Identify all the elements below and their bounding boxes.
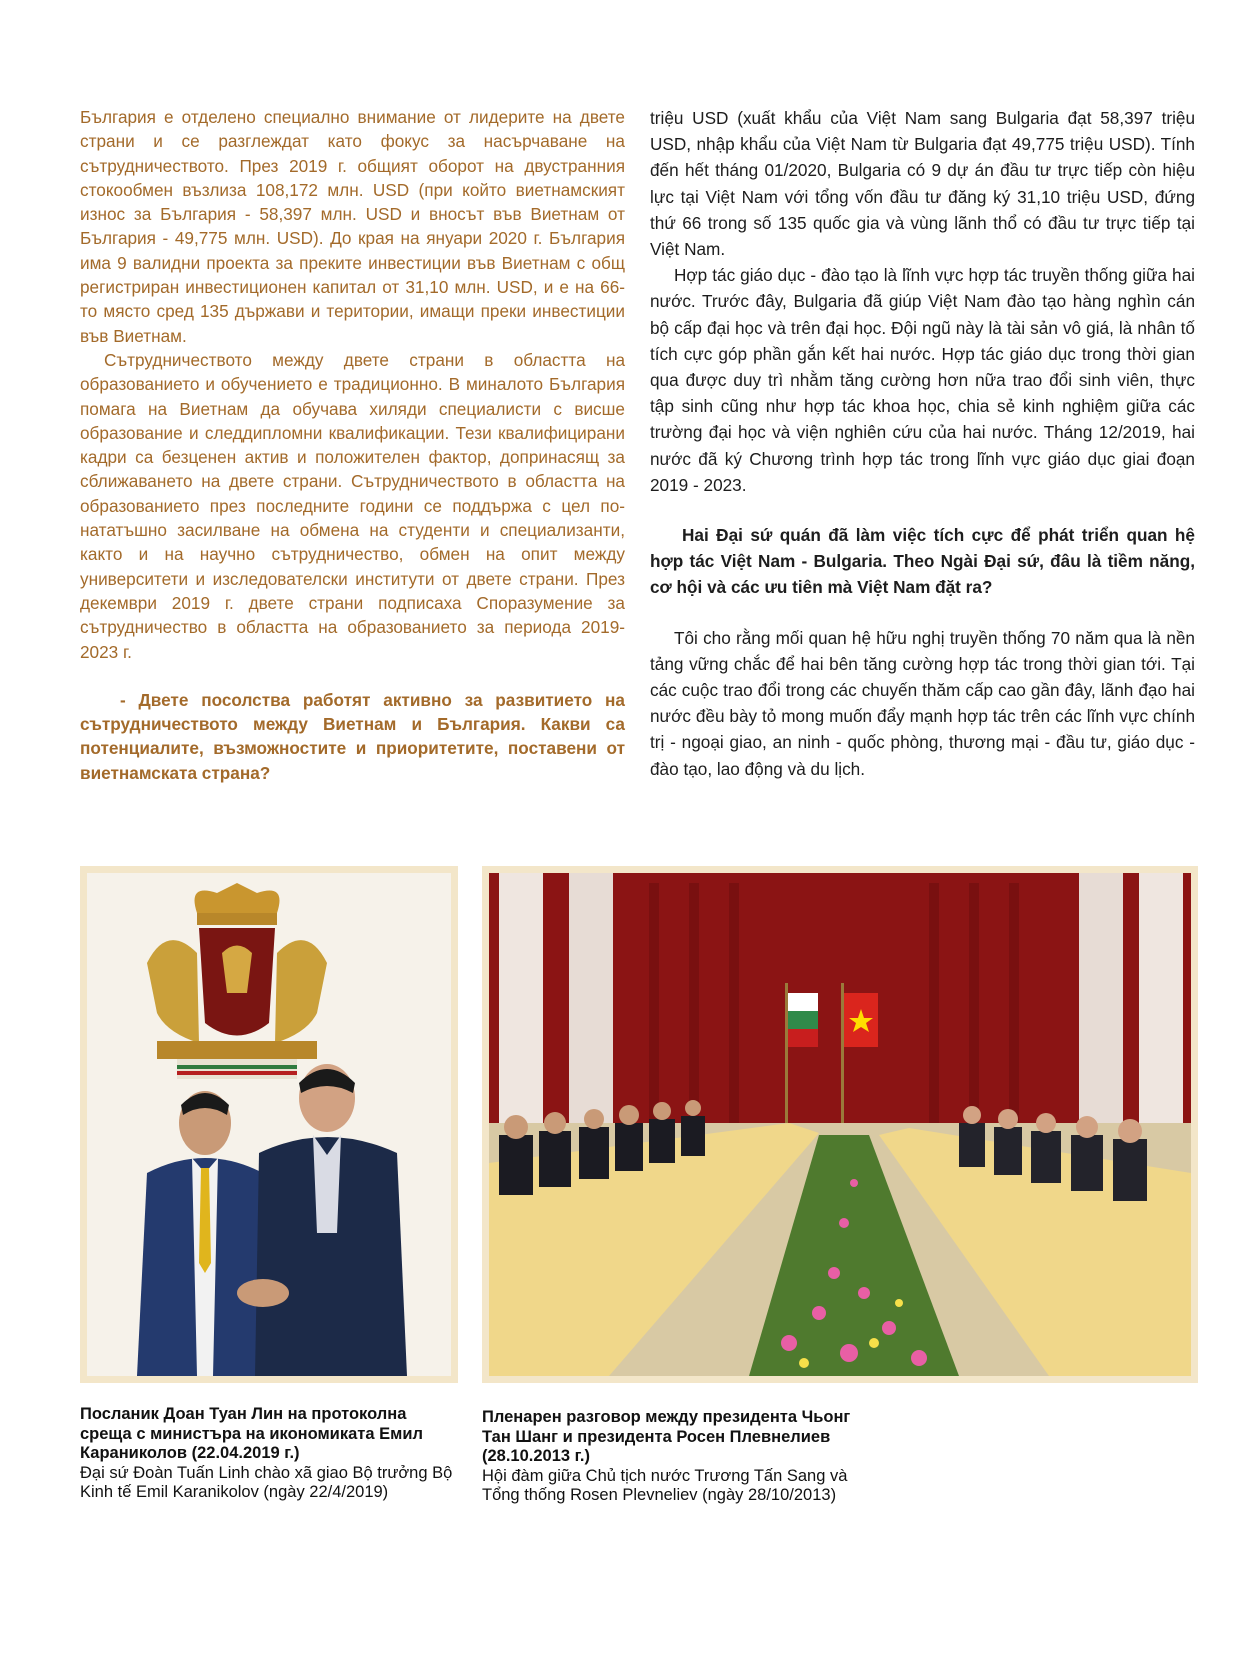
photo2-caption-bulgarian: Пленарен разговор между президента Чьонг Тан Шанг и президента Росен Плевнелиев (28.10.2013 г.)	[482, 1408, 851, 1465]
photo1-caption	[80, 1405, 460, 1503]
vn-paragraph-trade: triệu USD (xuất khẩu của Việt Nam sang Bulgaria đạt 58,397 triệu USD, nhập khẩu của Việt Nam từ Bulgaria đạt 49,775 triệu USD). Tính đến hết tháng 01/2020, Bulgaria có 9 dự án đầu tư trực tiếp còn hiệu lực tại Việt Nam với tổng vốn đầu tư đăng ký 31,10 triệu USD, đứng thứ 66 trong số 135 quốc gia và vùng lãnh thổ có đầu tư trực tiếp tại Việt Nam.	[650, 108, 1195, 260]
photo2-caption-vietnamese: Hội đàm giữa Chủ tịch nước Trương Tấn Sang và Tổng thống Rosen Plevneliev (ngày 28/10/2013)	[482, 1466, 848, 1504]
bg-paragraph-trade: България е отделено специално внимание от лидерите на двете страни и се разглеждат като фокус за насърчаване на сътрудничеството. През 2019 г. общият оборот на двустранния стокообмен възлиза 108,172 млн. USD (при който виетнамският износ за България - 58,397 млн. USD и вносът във Виетнам от България - 49,775 млн. USD). До края на януари 2020 г. България има 9 валидни проекта за преките инвестиции във Виетнам с общ регистриран инвестиционен капитал от 31,10 млн. USD, и е на 66-то място сред 135 държави и територии, имащи преки инвестиции във Виетнам.	[80, 107, 625, 346]
vietnamese-text-column	[650, 105, 1195, 782]
pillar-left-1	[499, 873, 543, 1133]
photo2-caption	[482, 1408, 882, 1506]
bg-paragraph-education: Сътрудничеството между двете страни в областта на образованието и обучението е традиционно. В миналото България помага на Виетнам да обучава хиляди специалисти с висше образование и следдипломни квалификации. Тези квалифицирани кадри са безценен актив и положителен фактор, допринасящ за сближаването на двете страни. Сътрудничеството в областта на образованието през последните години се поддържа с цел по-нататъшно засилване на обмена на студенти и специализанти, както и на научно сътрудничество, обмен на опит между университети и изследователски институти от двете страни. През декември 2019 г. двете страни подписаха Споразумение за сътрудничество в областта на образованието за периода 2019-2023 г.	[80, 349, 625, 662]
photo1-caption-bulgarian: Посланик Доан Туан Лин на протоколна среща с министъра на икономиката Емил Караниколов (22.04.2019 г.)	[80, 1405, 423, 1462]
plenary-talks-photo	[482, 866, 1198, 1383]
vn-paragraph-education: Hợp tác giáo dục - đào tạo là lĩnh vực hợp tác truyền thống giữa hai nước. Trước đây, Bulgaria đã giúp Việt Nam đào tạo hàng nghìn cán bộ cấp đại học và trên đại học. Đội ngũ này là tài sản vô giá, là nhân tố tích cực góp phần gắn kết hai nước. Hợp tác giáo dục trong thời gian qua được duy trì nhằm tăng cường hơn nữa trao đổi sinh viên, thực tập sinh cũng như hợp tác khoa học, chia sẻ kinh nghiệm giữa các trường đại học và viện nghiên cứu của hai nước. Tháng 12/2019, hai nước đã ký Chương trình hợp tác trong lĩnh vực giáo dục giai đoạn 2019 - 2023.	[650, 265, 1195, 495]
pillar-left-2	[569, 873, 613, 1133]
vn-paragraph-answer: Tôi cho rằng mối quan hệ hữu nghị truyền thống 70 năm qua là nền tảng vững chắc để hai bên tăng cường hợp tác trong thời gian tới. Tại các cuộc trao đổi trong các chuyến thăm cấp cao gần đây, lãnh đạo hai nước đều bày tỏ mong muốn đẩy mạnh hợp tác trên các lĩnh vực chính trị - ngoại giao, an ninh - quốc phòng, thương mại - đầu tư, giáo dục - đào tạo, lao động và du lịch.	[650, 627, 1195, 779]
bg-interview-question: - Двете посолства работят активно за развитието на сътрудничеството между Виетнам и България. Какви са потенциалите, възможностите и приоритетите, поставени от виетнамската страна?	[80, 689, 625, 783]
bulgarian-text-column	[80, 105, 625, 785]
handshake-photo	[80, 866, 458, 1383]
vn-interview-question: Hai Đại sứ quán đã làm việc tích cực để phát triển quan hệ hợp tác Việt Nam - Bulgaria. Theo Ngài Đại sứ, đâu là tiềm năng, cơ hội và các ưu tiên mà Việt Nam đặt ra?	[650, 525, 1195, 598]
photo1-caption-vietnamese: Đại sứ Đoàn Tuấn Linh chào xã giao Bộ trưởng Bộ Kinh tế Emil Karanikolov (ngày 22/4/2019)	[80, 1463, 453, 1501]
pillar-right-1	[1079, 873, 1123, 1133]
handshake-illustration	[87, 873, 451, 1376]
plenary-talks-illustration	[489, 873, 1191, 1376]
pillar-right-2	[1139, 873, 1183, 1133]
handshake-icon	[237, 1279, 289, 1307]
